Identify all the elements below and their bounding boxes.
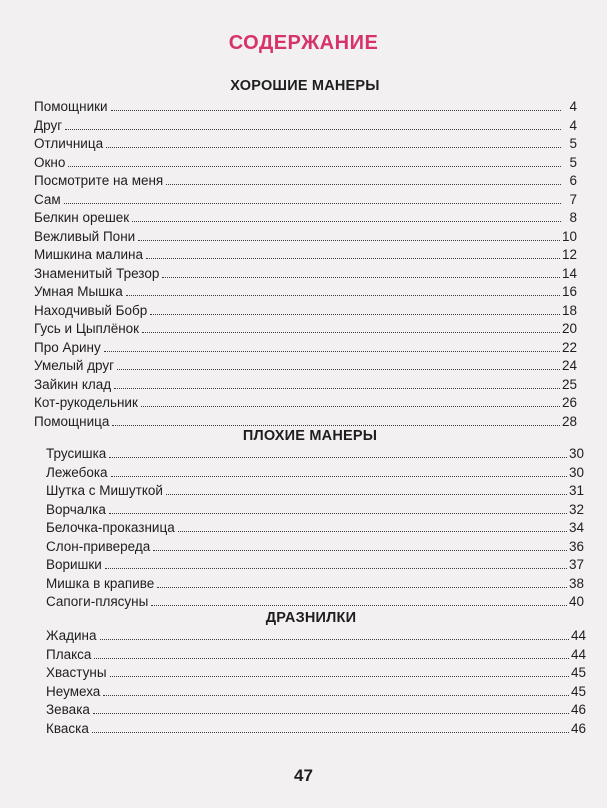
dot-leader xyxy=(126,295,560,296)
toc-entry xyxy=(34,280,577,299)
dot-leader xyxy=(111,476,567,477)
toc-entry xyxy=(46,516,584,535)
toc-entry-page: 16 xyxy=(561,284,577,299)
toc-entry-title: Неумеха xyxy=(46,683,101,699)
toc-entry-title: Друг xyxy=(34,117,63,133)
dot-leader xyxy=(153,550,567,551)
toc-entry-page: 6 xyxy=(569,173,577,188)
page-title: СОДЕРЖАНИЕ xyxy=(228,32,379,54)
toc-entry-title: Ворчалка xyxy=(46,501,106,517)
toc-entry-title: Умелый друг xyxy=(34,358,115,373)
toc-entry-title: Кваска xyxy=(46,720,89,736)
toc-entry-page: 31 xyxy=(568,483,584,498)
dot-leader xyxy=(157,587,567,588)
toc-entry-title: Сапоги-плясуны xyxy=(46,594,149,609)
toc-entry-title: Посмотрите на меня xyxy=(34,173,164,188)
toc-entry-page: 26 xyxy=(561,395,577,410)
dot-leader xyxy=(166,494,567,495)
toc-entry-title: Кот-рукодельник xyxy=(34,395,138,410)
toc-entry-title: Знаменитый Трезор xyxy=(34,265,160,281)
dot-leader xyxy=(132,221,561,222)
dot-leader xyxy=(103,695,569,696)
toc-entry-page: 45 xyxy=(570,683,586,699)
toc-entry-page: 28 xyxy=(561,413,577,429)
dot-leader xyxy=(68,166,561,167)
toc-entry-page: 44 xyxy=(570,628,586,643)
dot-leader xyxy=(65,129,561,130)
page-number: 47 xyxy=(294,766,313,785)
toc-entry-page: 7 xyxy=(569,191,577,207)
dot-leader xyxy=(178,531,567,532)
dot-leader xyxy=(100,639,569,640)
toc-entry-title: Отличница xyxy=(34,136,104,151)
toc-entry xyxy=(46,442,584,461)
toc-entry-page: 30 xyxy=(568,446,584,461)
dot-leader xyxy=(151,605,567,606)
toc-entry-title: Трусишка xyxy=(46,446,107,461)
dot-leader xyxy=(117,369,560,370)
toc-entry-page: 12 xyxy=(561,247,577,262)
toc-entry-title: Находчивый Бобр xyxy=(34,302,148,318)
toc-entry-title: Вежливый Пони xyxy=(34,228,136,244)
toc-entry-page: 36 xyxy=(568,538,584,554)
toc-entry-page: 5 xyxy=(569,136,577,151)
dot-leader xyxy=(94,658,569,659)
toc-entry-page: 46 xyxy=(570,720,586,736)
toc-entry xyxy=(34,391,577,410)
toc-entry-page: 10 xyxy=(561,228,577,244)
dot-leader xyxy=(104,351,560,352)
toc-entry-page: 14 xyxy=(561,265,577,281)
toc-entry-page: 4 xyxy=(569,99,577,114)
toc-entry xyxy=(34,225,577,244)
toc-entry-page: 18 xyxy=(561,302,577,318)
toc-entry-title: Про Арину xyxy=(34,339,101,355)
toc-entry xyxy=(46,624,586,643)
toc-entry-title: Помощница xyxy=(34,413,110,429)
toc-entry xyxy=(34,188,577,207)
toc-entry xyxy=(46,553,584,572)
toc-entry-page: 46 xyxy=(570,702,586,717)
toc-entry-title: Сам xyxy=(34,191,61,207)
toc-entry-page: 24 xyxy=(561,358,577,373)
toc-entry-title: Шутка с Мишуткой xyxy=(46,483,163,498)
toc-entry xyxy=(46,643,586,662)
dot-leader xyxy=(138,240,560,241)
toc-entry-page: 30 xyxy=(568,464,584,480)
toc-entry xyxy=(46,590,584,609)
dot-leader xyxy=(109,513,567,514)
toc-entry-page: 32 xyxy=(568,501,584,517)
toc-entry xyxy=(34,262,577,281)
toc-entry-title: Зевака xyxy=(46,702,90,717)
toc-entry xyxy=(34,206,577,225)
toc-entry-title: Лежебока xyxy=(46,464,108,480)
toc-entry-page: 34 xyxy=(568,520,584,535)
dot-leader xyxy=(146,258,560,259)
toc-entry xyxy=(46,479,584,498)
toc-entry-page: 25 xyxy=(561,376,577,392)
toc-entry-page: 22 xyxy=(561,339,577,355)
dot-leader xyxy=(105,568,567,569)
toc-entry xyxy=(34,373,577,392)
toc-entry-title: Плакса xyxy=(46,646,92,662)
dot-leader xyxy=(106,147,561,148)
toc-entry-page: 45 xyxy=(570,665,586,680)
toc-entry xyxy=(34,299,577,318)
dot-leader xyxy=(109,457,567,458)
toc-entry-title: Воришки xyxy=(46,557,102,572)
toc-entry-page: 44 xyxy=(570,646,586,662)
dot-leader xyxy=(93,713,569,714)
toc-entry-page: 8 xyxy=(569,210,577,225)
toc-entry xyxy=(46,661,586,680)
toc-entry xyxy=(46,717,586,736)
toc-entry-title: Умная Мышка xyxy=(34,284,123,299)
toc-entry-title: Белкин орешек xyxy=(34,210,130,225)
toc-entry xyxy=(34,114,577,133)
dot-leader xyxy=(162,277,560,278)
toc-entry-page: 37 xyxy=(568,557,584,572)
toc-entry xyxy=(34,151,577,170)
toc-entry xyxy=(46,698,586,717)
toc-entry-page: 20 xyxy=(561,321,577,336)
toc-entry xyxy=(34,95,577,114)
toc-entry-title: Белочка-проказница xyxy=(46,520,175,535)
dot-leader xyxy=(166,184,561,185)
toc-entry-page: 4 xyxy=(569,117,577,133)
toc-entry xyxy=(34,336,577,355)
dot-leader xyxy=(64,203,561,204)
toc-entry xyxy=(46,461,584,480)
toc-entry-title: Мишкина малина xyxy=(34,247,143,262)
toc-entry xyxy=(34,354,577,373)
toc-entry-title: Гусь и Цыплёнок xyxy=(34,321,140,336)
dot-leader xyxy=(111,110,561,111)
toc-entry-title: Мишка в крапиве xyxy=(46,575,155,591)
toc-entry-page: 38 xyxy=(568,575,584,591)
dot-leader xyxy=(112,425,560,426)
toc-entry-page: 40 xyxy=(568,594,584,609)
dot-leader xyxy=(150,314,560,315)
toc-entry-title: Слон-привереда xyxy=(46,538,151,554)
toc-entry xyxy=(34,317,577,336)
dot-leader xyxy=(110,676,569,677)
dot-leader xyxy=(142,332,560,333)
toc-entry-page: 5 xyxy=(569,154,577,170)
toc-entry-title: Окно xyxy=(34,154,66,170)
toc-entry xyxy=(46,535,584,554)
section-heading: ХОРОШИЕ МАНЕРЫ xyxy=(230,78,380,94)
dot-leader xyxy=(92,732,569,733)
toc-entry xyxy=(34,243,577,262)
toc-entry xyxy=(46,498,584,517)
section-heading: ПЛОХИЕ МАНЕРЫ xyxy=(242,428,378,444)
toc-entry xyxy=(34,132,577,151)
toc-entry xyxy=(46,572,584,591)
toc-entry-title: Хвастуны xyxy=(46,665,107,680)
toc-entry xyxy=(34,410,577,429)
dot-leader xyxy=(141,406,560,407)
toc-entry-title: Зайкин клад xyxy=(34,376,112,392)
toc-entry-title: Жадина xyxy=(46,628,97,643)
toc-entry xyxy=(46,680,586,699)
dot-leader xyxy=(114,388,560,389)
toc-entry xyxy=(34,169,577,188)
section-heading: ДРАЗНИЛКИ xyxy=(265,610,357,626)
toc-entry-title: Помощники xyxy=(34,99,108,114)
